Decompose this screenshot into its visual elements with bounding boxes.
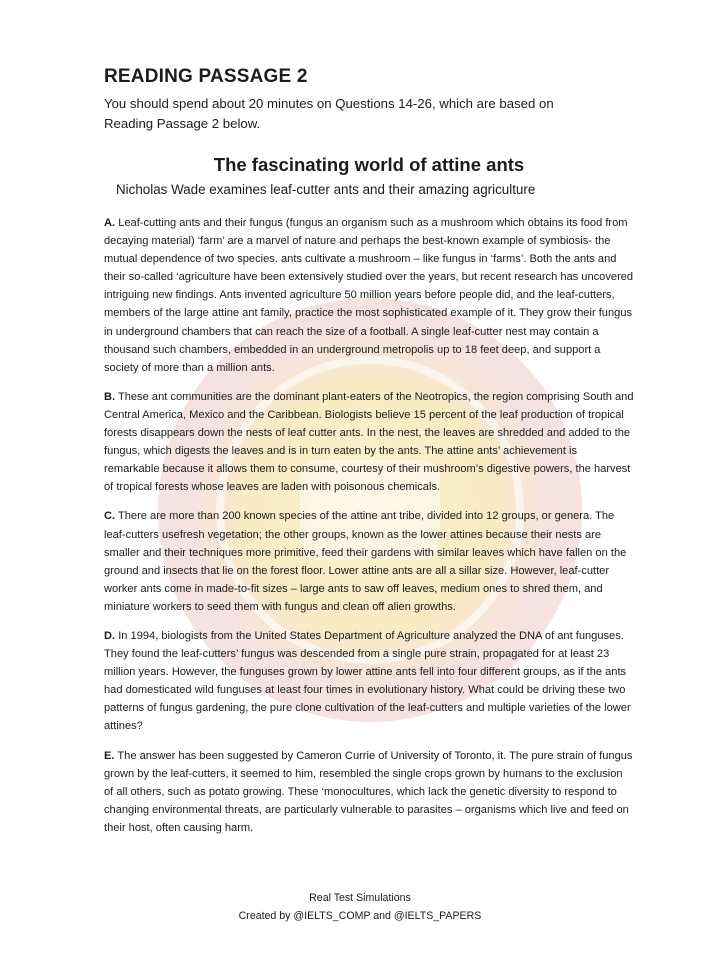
paragraph-letter: D. [104, 629, 116, 642]
paragraph-letter: E. [104, 749, 115, 762]
paragraph-text: Leaf-cutting ants and their fungus (fungus an organism such as a mushroom which obtains its food from decaying material) ‘farm’ are a marvel of nature and perhaps the best-known example of symbiosis- the mutual dependence of two species. ants cultivate a mushroom – like fungus in ‘farms’. Both the ants and their so-called ‘agriculture have been extensively studied over the years, but recent research has uncovered intriguing new findings. Ants invented agriculture 50 million years before people did, and the leaf-cutters, members of the large attine ant family, practice the most sophisticated example of it. They grow their fungus in underground chambers that can reach the size of a football. A single leaf-cutter nest may contain a thousand such chambers, embedded in an underground metropolis up to 18 feet deep, and support a society of more than a million ants. [104, 217, 634, 374]
paragraph-text: The answer has been suggested by Cameron Currie of University of Toronto, it. The pure strain of fungus grown by the leaf-cutters, it seemed to him, resembled the single crops grown by humans to the exclusion of all others, such as potato growing. These ‘monocultures, which lack the genetic diversity to respond to changing environmental threats, are particularly vulnerable to parasites – organisms which live and feed on their host, often causing harm. [104, 749, 633, 834]
paragraph-text: In 1994, biologists from the United States Department of Agriculture analyzed the DNA of ant funguses. They found the leaf-cutters’ fungus was descended from a single pure strain, propagated for at least 23 million years. However, the funguses grown by lower attine ants fell into four different groups, as if the ants had domesticated wild funguses at least four times in evolutionary history. What could be driving these two patterns of fungus gardening, the pure clone cultivation of the leaf-cutters and multiple varieties of the lower attines? [104, 629, 631, 733]
paragraph-c [104, 507, 634, 616]
paragraph-d [104, 627, 634, 736]
article-subtitle: Nicholas Wade examines leaf-cutter ants and their amazing agriculture [116, 182, 536, 197]
page-footer [0, 889, 720, 925]
paragraph-letter: B. [104, 390, 116, 403]
article-title: The fascinating world of attine ants [213, 154, 525, 175]
paragraph-letter: C. [104, 510, 116, 523]
footer-line-1: Real Test Simulations [309, 892, 411, 904]
paragraph-e [104, 747, 634, 837]
paragraph-text: There are more than 200 known species of the attine ant tribe, divided into 12 groups, or genera. The leaf-cutters usefresh vegetation; the other groups, known as the lower attines because their nests are smaller and their techniques more primitive, feed their gardens with similar leaves which have fallen on the ground and insects that lie on the forest floor. Lower attine ants are all a sillar size. However, leaf-cutter worker ants come in made-to-fit sizes – large ants to saw off leaves, medium ones to shred them, and miniature workers to seed them with fungus and clean off alien growths. [104, 510, 627, 613]
paragraph-text: These ant communities are the dominant plant-eaters of the Neotropics, the region comprising South and Central America, Mexico and the Caribbean. Biologists believe 15 percent of the leaf production of tropical forests disappears down the nests of leaf cutter ants. In the nest, the leaves are shredded and added to the fungus, which digests the leaves and is in turn eaten by the ants. The attine ants’ achievement is remarkable because it allows them to consume, courtesy of their mushroom’s digestive powers, the harvest of tropical forests whose leaves are laden with poisonous chemicals. [104, 390, 634, 494]
paragraph-a [104, 214, 634, 377]
paragraph-letter: A. [104, 217, 116, 229]
instruction-line-2: Reading Passage 2 below. [104, 116, 261, 131]
document-content [104, 66, 634, 848]
footer-line-2: Created by @IELTS_COMP and @IELTS_PAPERS [238, 910, 482, 922]
instruction-line-1: You should spend about 20 minutes on Questions 14-26, which are based on [104, 96, 554, 111]
instruction-text [104, 94, 634, 134]
paragraph-b [104, 388, 634, 497]
passage-heading: READING PASSAGE 2 [104, 66, 308, 87]
